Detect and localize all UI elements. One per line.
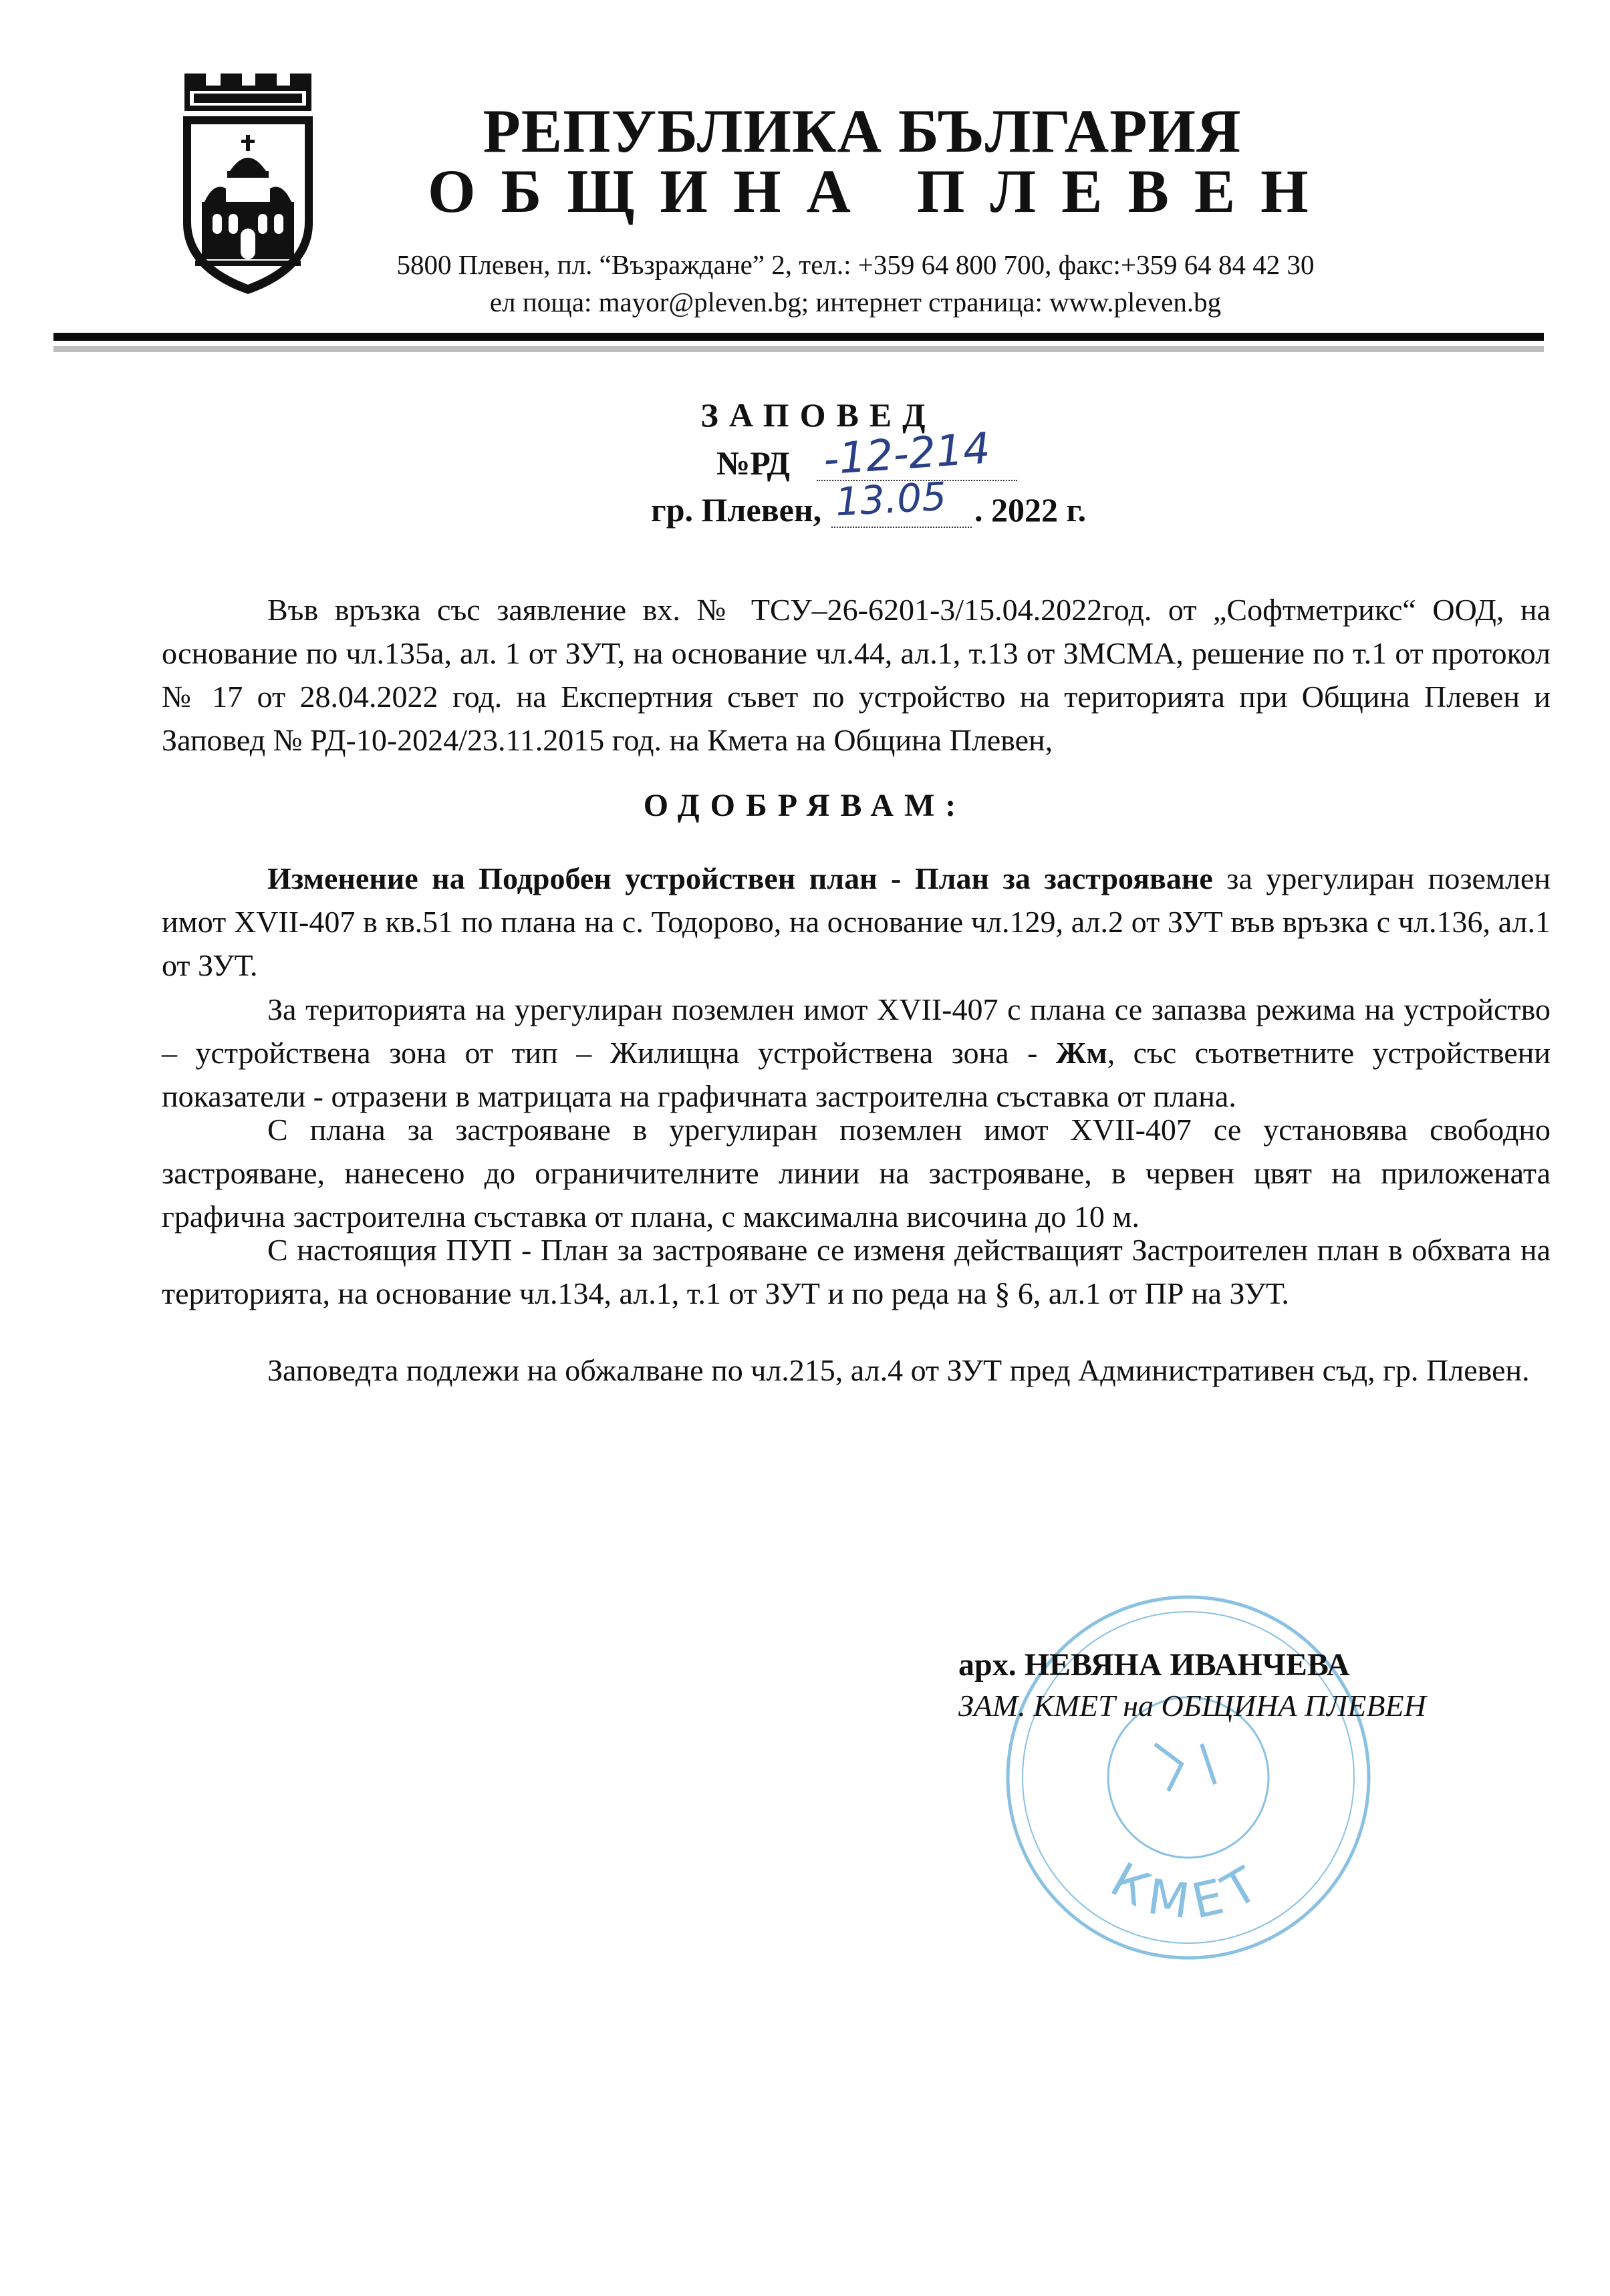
paragraph-zoning — [162, 988, 1551, 1118]
pleven-coat-of-arms-icon — [172, 71, 323, 297]
header-divider — [53, 333, 1544, 341]
order-city-label: гр. Плевен, — [651, 491, 822, 529]
svg-text:КМЕТ — [1102, 1852, 1275, 1931]
paragraph-building: С плана за застрояване в урегулиран поземлен имот XVII-407 се установява свободно застрояване, нанесено до ограничителните линии на застрояване, в червен цвят на приложената графична застроителна съставка от плана, с максимална височина до 10 м. — [162, 1113, 1551, 1234]
header-divider-shadow — [53, 346, 1544, 352]
order-title: ЗАПОВЕД — [700, 396, 936, 434]
zoning-text-start: За територията на урегулиран поземлен имот XVII-407 с плана се запазва режима на устройство – устройствена зона от тип – Жилищна устройствена зона - — [162, 992, 1551, 1070]
stamp-label: КМЕТ — [1101, 1851, 1275, 1931]
order-number-label: №РД — [716, 444, 790, 482]
intro-paragraph: Във връзка със заявление вх. № ТСУ–26-6201-3/15.04.2022год. от „Софтметрикс“ ООД, на основание по чл.135а, ал. 1 от ЗУТ, на основание чл.44, ал.1, т.13 от ЗМСМА, решение по т.1 от протокол № 17 от 28.04.2022 год. на Експертния съвет по устройство на територията при Община Плевен и Заповед № РД-10-2024/23.11.2015 год. на Кмета на Община Плевен, — [162, 593, 1551, 757]
amendment-title: Изменение на Подробен устройствен план - План за застрояване — [267, 861, 1213, 895]
zone-code: Жм — [1055, 1036, 1107, 1070]
country-title: РЕПУБЛИКА БЪЛГАРИЯ — [483, 97, 1242, 165]
paragraph-amendment — [162, 857, 1551, 987]
zoning-text-end: , със съответните устройствени показатели - отразени в матрицата на графичната застроителна съставка от плана. — [162, 1036, 1551, 1113]
municipality-title: ОБЩИНА ПЛЕВЕН — [428, 157, 1334, 225]
contact-address: 5800 Плевен, пл. “Възраждане” 2, тел.: +359 64 800 700, факс:+359 64 84 42 30 — [396, 249, 1315, 280]
signer-name: арх. НЕВЯНА ИВАНЧЕВА — [958, 1647, 1350, 1683]
order-year-label: . 2022 г. — [974, 491, 1087, 529]
paragraph-appeal: Заповедта подлежи на обжалване по чл.215, ал.4 от ЗУТ пред Административен съд, гр. Плевен. — [267, 1353, 1530, 1387]
amendment-text: за урегулиран поземлен имот XVII-407 в кв.51 по плана на с. Тодорово, на основание чл.129, ал.2 от ЗУТ във връзка с чл.136, ал.1 от ЗУТ. — [162, 861, 1551, 982]
approve-heading: ОДОБРЯВАМ: — [643, 788, 967, 823]
signer-role: ЗАМ. КМЕТ на ОБЩИНА ПЛЕВЕН — [958, 1689, 1426, 1723]
paragraph-amends-plan: С настоящия ПУП - План за застрояване се изменя действащият Застроителен план в обхвата на територията, на основание чл.134, ал.1, т.1 от ЗУТ и по реда на § 6, ал.1 от ПР на ЗУТ. — [162, 1233, 1551, 1310]
order-date-handwritten: 13.05 — [834, 473, 948, 525]
contact-email-web: ел поща: mayor@pleven.bg; интернет страница: www.pleven.bg — [489, 287, 1222, 317]
order-date-dotted-line — [831, 527, 972, 528]
order-number-handwritten: -12-214 — [821, 424, 992, 485]
